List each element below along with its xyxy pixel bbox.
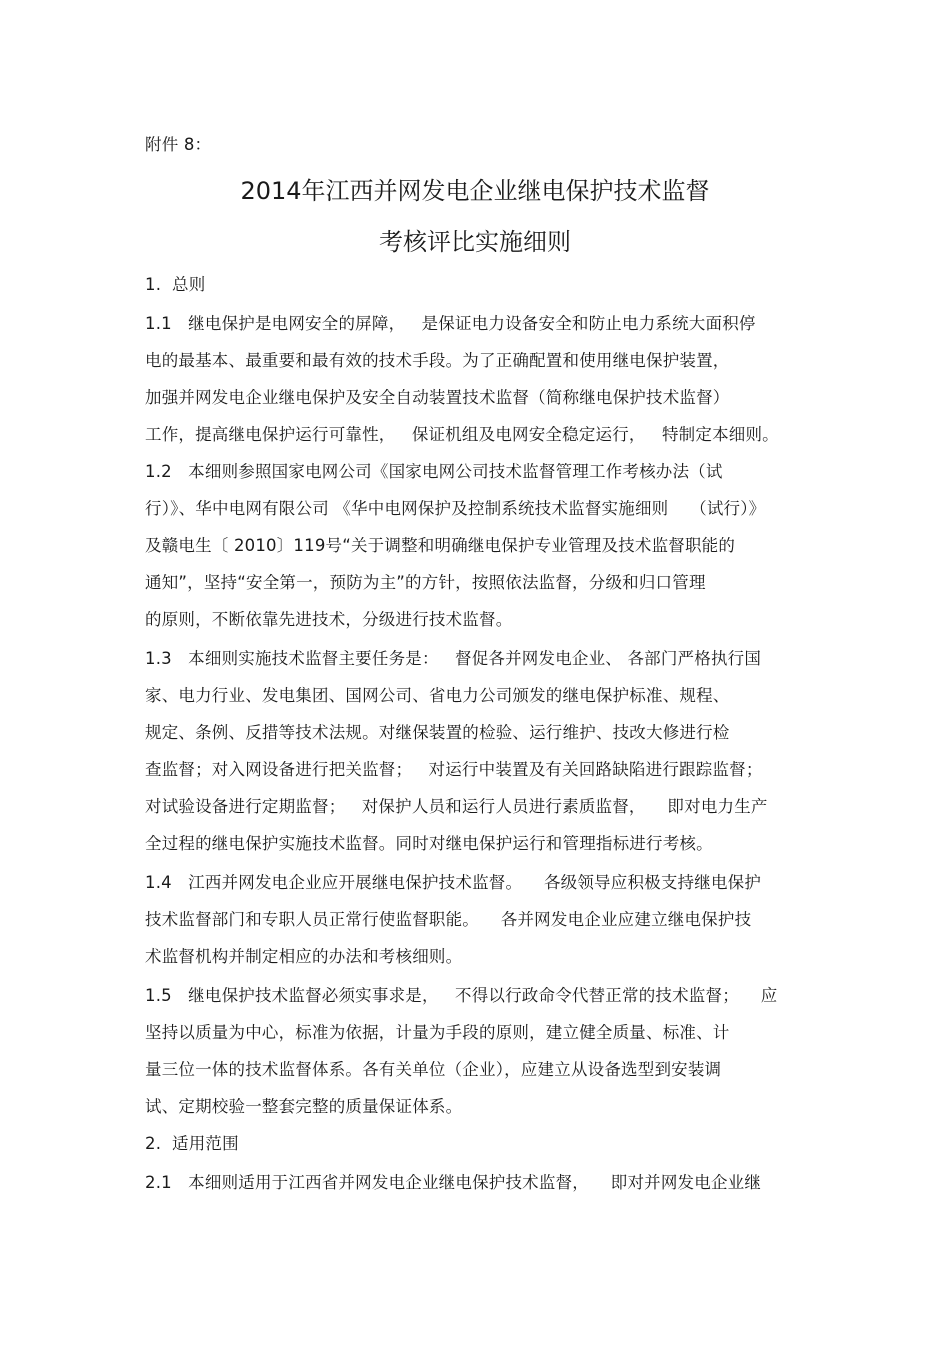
paragraph-line: 规定、条例、反措等技术法规。对继保装置的检验、运行维护、技改大修进行检: [145, 723, 730, 742]
paragraph-line: 技术监督部门和专职人员正常行使监督职能。 各并网发电企业应建立继电保护技: [145, 910, 752, 929]
paragraph-line: 及赣电生〔 2010〕119号“关于调整和明确继电保护专业管理及技术监督职能的: [145, 536, 736, 555]
paragraph-line: 全过程的继电保护实施技术监督。同时对继电保护运行和管理指标进行考核。: [145, 834, 713, 853]
paragraph-line: 1.1 继电保护是电网安全的屏障， 是保证电力设备安全和防止电力系统大面积停: [145, 314, 756, 333]
paragraph-line: 量三位一体的技术监督体系。各有关单位（企业），应建立从设备选型到安装调: [145, 1060, 722, 1079]
paragraph-line: 通知”，坚持“安全第一，预防为主”的方针，按照依法监督，分级和归口管理: [145, 573, 706, 592]
paragraph-line: 行）》、华中电网有限公司 《华中电网保护及控制系统技术监督实施细则 （试行）》: [145, 499, 766, 518]
paragraph-line: 1.5 继电保护技术监督必须实事求是， 不得以行政命令代替正常的技术监督； 应: [145, 986, 778, 1005]
paragraph-line: 的原则，不断依靠先进技术，分级进行技术监督。: [145, 610, 513, 629]
paragraph-line: 加强并网发电企业继电保护及安全自动装置技术监督（简称继电保护技术监督）: [145, 388, 730, 407]
paragraph-line: 家、电力行业、发电集团、国网公司、省电力公司颁发的继电保护标准、规程、: [145, 686, 730, 705]
paragraph-line: 对试验设备进行定期监督； 对保护人员和运行人员进行素质监督， 即对电力生产: [145, 797, 768, 816]
section-heading: 2. 适用范围: [145, 1134, 239, 1153]
paragraph-line: 1.4 江西并网发电企业应开展继电保护技术监督。 各级领导应积极支持继电保护: [145, 873, 762, 892]
paragraph-line: 1.3 本细则实施技术监督主要任务是： 督促各并网发电企业、 各部门严格执行国: [145, 649, 762, 668]
paragraph-line: 试、定期校验一整套完整的质量保证体系。: [145, 1097, 463, 1116]
paragraph-line: 查监督；对入网设备进行把关监督； 对运行中装置及有关回路缺陷进行跟踪监督；: [145, 760, 763, 779]
attachment-label: 附件 8：: [145, 135, 212, 154]
paragraph-line: 2.1 本细则适用于江西省并网发电企业继电保护技术监督， 即对并网发电企业继: [145, 1173, 762, 1192]
paragraph-line: 1.2 本细则参照国家电网公司《国家电网公司技术监督管理工作考核办法（试: [145, 462, 723, 481]
paragraph-line: 坚持以质量为中心，标准为依据，计量为手段的原则，建立健全质量、标准、计: [145, 1023, 730, 1042]
paragraph-line: 电的最基本、最重要和最有效的技术手段。为了正确配置和使用继电保护装置，: [145, 351, 730, 370]
document-title-line-1: 2014年江西并网发电企业继电保护技术监督: [240, 177, 710, 205]
section-heading: 1. 总则: [145, 275, 206, 294]
paragraph-line: 术监督机构并制定相应的办法和考核细则。: [145, 947, 463, 966]
paragraph-line: 工作，提高继电保护运行可靠性， 保证机组及电网安全稳定运行， 特制定本细则。: [145, 425, 779, 444]
document-title-line-2: 考核评比实施细则: [379, 228, 571, 256]
